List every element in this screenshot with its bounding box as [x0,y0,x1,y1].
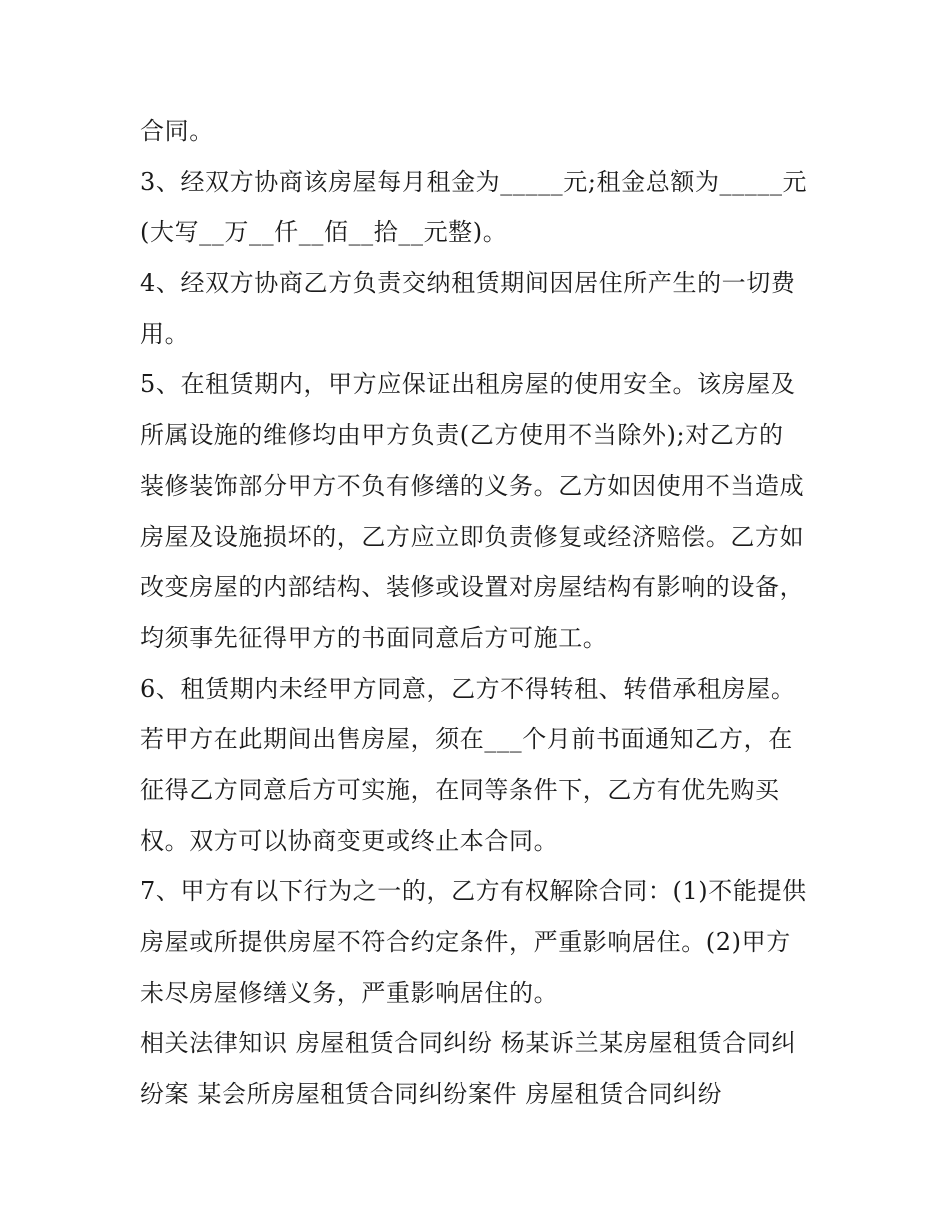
text-line-8: 装修装饰部分甲方不负有修缮的义务。乙方如因使用不当造成 [140,471,805,500]
text-line-19: 相关法律知识 房屋租赁合同纠纷 杨某诉兰某房屋租赁合同纠 [140,1029,797,1058]
text-line-13: 若甲方在此期间出售房屋，须在___个月前书面通知乙方，在 [140,725,793,754]
document-body [140,106,820,1120]
text-line-10: 改变房屋的内部结构、装修或设置对房屋结构有影响的设备， [140,573,805,602]
text-line-4: 4、经双方协商乙方负责交纳租赁期间因居住所产生的一切费 [140,269,796,298]
text-line-20: 纷案 某会所房屋租赁合同纠纷案件 房屋租赁合同纠纷 [140,1080,723,1109]
text-line-1: 合同。 [140,117,214,145]
text-line-5: 用。 [140,319,190,348]
text-line-15: 权。双方可以协商变更或终止本合同。 [140,826,559,855]
text-line-16: 7、甲方有以下行为之一的，乙方有权解除合同：(1)不能提供 [140,877,807,906]
text-line-18: 未尽房屋修缮义务，严重影响居住的。 [140,978,559,1007]
text-line-3: (大写__万__仟__佰__拾__元整)。 [140,218,508,247]
text-line-17: 房屋或所提供房屋不符合约定条件，严重影响居住。(2)甲方 [140,928,791,956]
text-line-6: 5、在租赁期内，甲方应保证出租房屋的使用安全。该房屋及 [140,370,796,399]
text-line-14: 征得乙方同意后方可实施，在同等条件下，乙方有优先购买 [140,775,780,804]
text-line-11: 均须事先征得甲方的书面同意后方可施工。 [140,623,608,652]
text-line-2: 3、经双方协商该房屋每月租金为_____元;租金总额为_____元 [140,167,808,196]
text-line-9: 房屋及设施损坏的，乙方应立即负责修复或经济赔偿。乙方如 [140,522,805,551]
text-line-12: 6、租赁期内未经甲方同意，乙方不得转租、转借承租房屋。 [140,674,796,703]
text-line-7: 所属设施的维修均由甲方负责(乙方使用不当除外);对乙方的 [140,421,784,450]
